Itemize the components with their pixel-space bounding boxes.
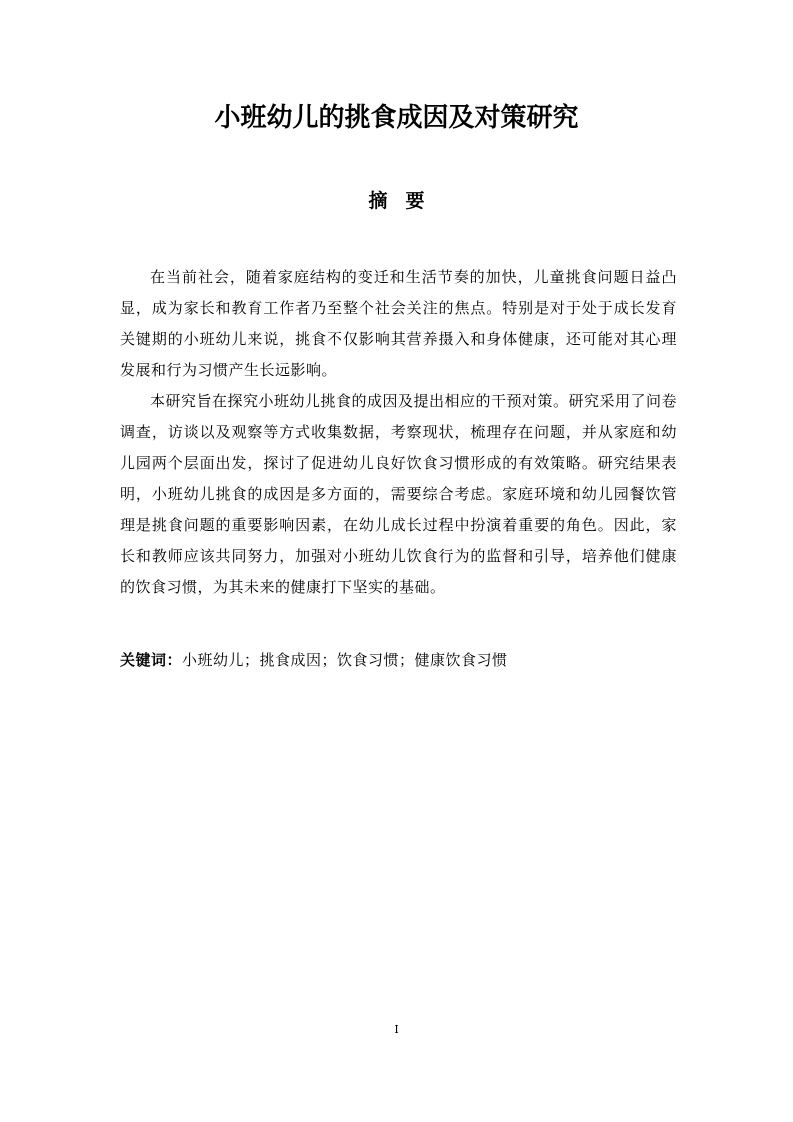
page-number: I xyxy=(394,1023,399,1036)
keywords-line xyxy=(120,645,677,676)
abstract-paragraph-1: 在当前社会，随着家庭结构的变迁和生活节奏的加快，儿童挑食问题日益凸显，成为家长和教育工作者乃至整个社会关注的焦点。特别是对于处于成长发育关键期的小班幼儿来说，挑食不仅影响其营养摄入和身体健康，还可能对其心理发展和行为习惯产生长远影响。 xyxy=(120,268,677,379)
abstract-paragraph-2: 本研究旨在探究小班幼儿挑食的成因及提出相应的干预对策。研究采用了问卷调查，访谈以及观察等方式收集数据，考察现状，梳理存在问题，并从家庭和幼儿园两个层面出发，探讨了促进幼儿良好饮食习惯形成的有效策略。研究结果表明，小班幼儿挑食的成因是多方面的，需要综合考虑。家庭环境和幼儿园餐饮管理是挑食问题的重要影响因素，在幼儿成长过程中扮演着重要的角色。因此，家长和教师应该共同努力，加强对小班幼儿饮食行为的监督和引导，培养他们健康的饮食习惯，为其未来的健康打下坚实的基础。 xyxy=(120,392,678,596)
paper-title: 小班幼儿的挑食成因及对策研究 xyxy=(214,103,579,133)
abstract-heading: 摘要 xyxy=(368,190,443,212)
abstract-body xyxy=(120,262,677,603)
keywords-label: 关键词： xyxy=(120,651,183,669)
keywords-value: 小班幼儿；挑食成因；饮食习惯；健康饮食习惯 xyxy=(182,651,508,669)
